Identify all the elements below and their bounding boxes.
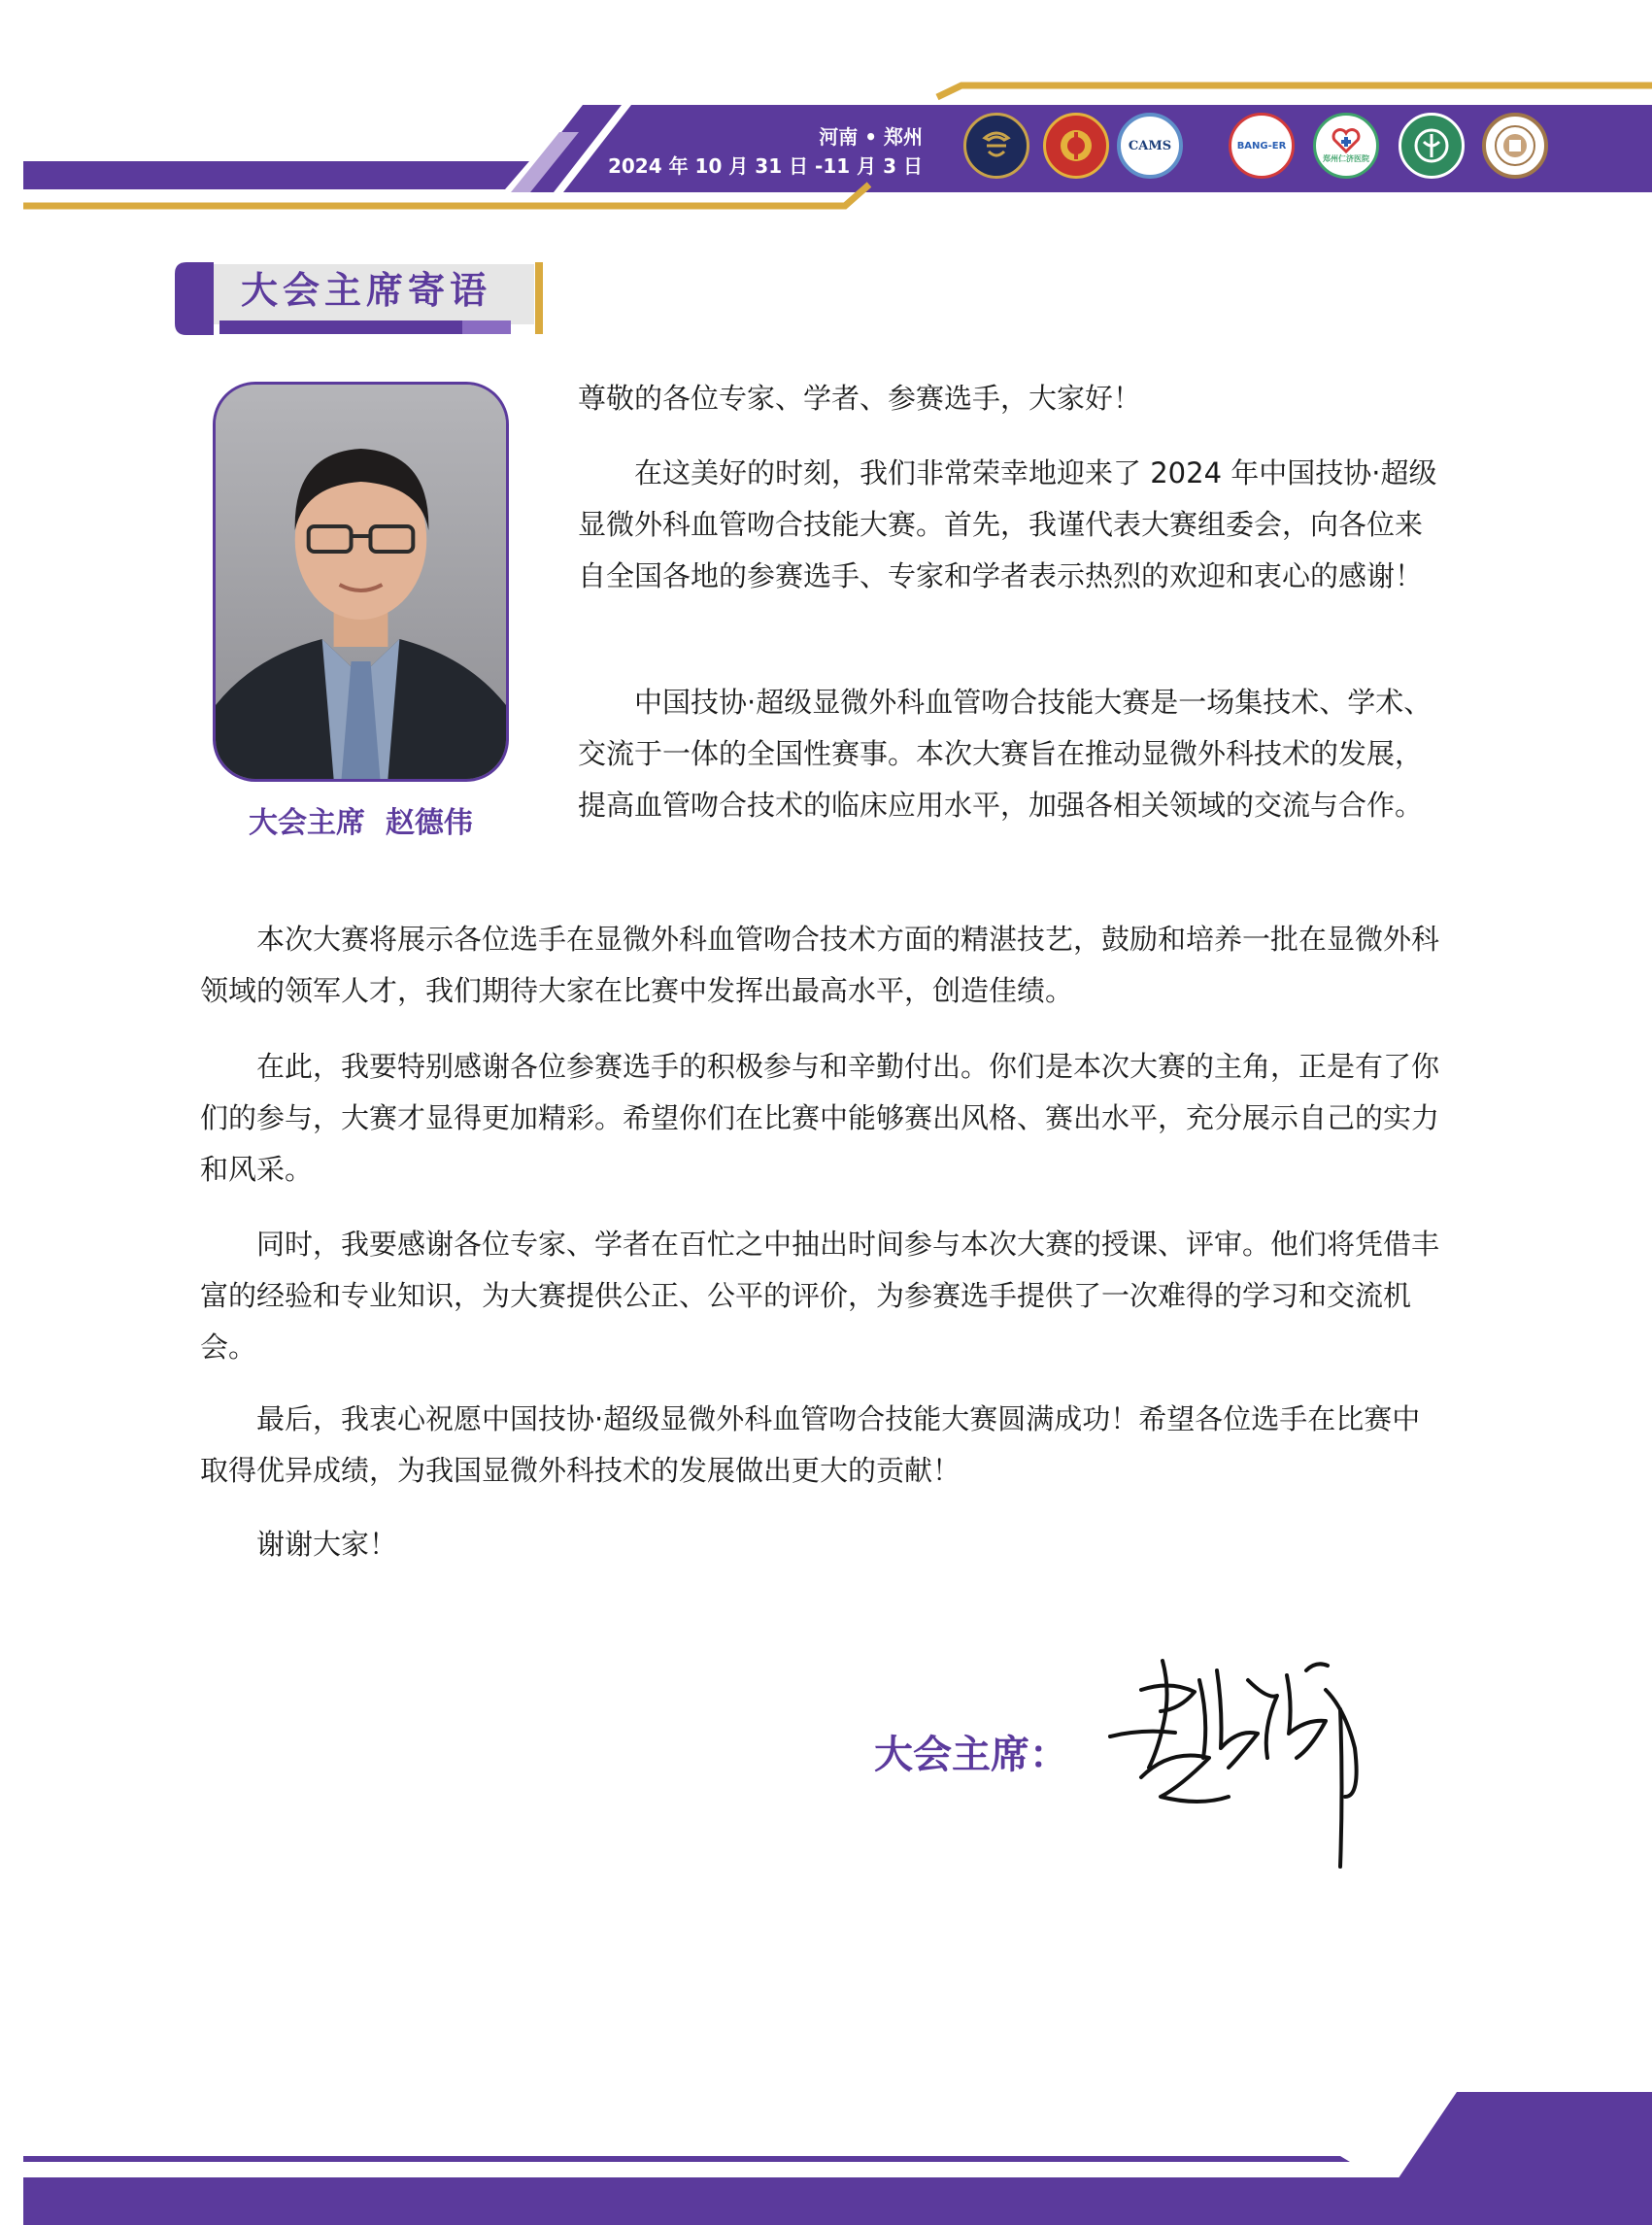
cams-logo-icon [1117, 113, 1183, 179]
letter-paragraph: 同时，我要感谢各位专家、学者在百忙之中抽出时间参与本次大赛的授课、评审。他们将凭借丰富的经验和专业知识，为大赛提供公正、公平的评价，为参赛选手提供了一次难得的学习和交流机会。 [200, 1228, 1440, 1364]
letter-greeting: 尊敬的各位专家、学者、参赛选手，大家好！ [578, 382, 1142, 415]
event-dates: 2024 年 10 月 31 日 -11 月 3 日 [607, 154, 923, 178]
trade-union-logo-icon [1043, 113, 1109, 179]
zhengzhou-renji-hospital-logo-icon [1313, 113, 1379, 179]
bang-er-logo-icon [1229, 113, 1295, 179]
chairman-portrait [213, 382, 509, 782]
cams-logo-text: CAMS [1128, 138, 1172, 153]
letter-paragraph: 最后，我衷心祝愿中国技协·超级显微外科血管吻合技能大赛圆满成功！希望各位选手在比赛中取得优异成绩，为我国显微外科技术的发展做出更大的贡献！ [200, 1402, 1421, 1487]
event-location: 河南 • 郑州 [819, 125, 923, 149]
section-title: 大会主席寄语 [241, 269, 492, 312]
signature-label: 大会主席： [874, 1733, 1068, 1777]
medical-university-logo-icon [1399, 113, 1465, 179]
letter-closing: 谢谢大家！ [256, 1528, 398, 1561]
letter-paragraph: 在此，我要特别感谢各位参赛选手的积极参与和辛勤付出。你们是本次大赛的主角，正是有了你们的参与，大赛才显得更加精彩。希望你们在比赛中能够赛出风格、赛出水平，充分展示自己的实力和风采。 [200, 1050, 1440, 1186]
medical-college-seal-icon [1482, 113, 1548, 179]
header-banner [0, 0, 1652, 233]
letter-paragraph: 中国技协·超级显微外科血管吻合技能大赛是一场集技术、学术、交流于一体的全国性赛事。本次大赛旨在推动显微外科技术的发展，提高血管吻合技术的临床应用水平，加强各相关领域的交流与合作。 [578, 686, 1433, 822]
letter-paragraph: 在这美好的时刻，我们非常荣幸地迎来了 2024 年中国技协·超级显微外科血管吻合技能大赛。首先，我谨代表大赛组委会，向各位来自全国各地的参赛选手、专家和学者表示热烈的欢迎和衷心的感谢！ [578, 456, 1437, 592]
handwritten-signature [1102, 1651, 1394, 1874]
hospital-logo-text: 郑州仁济医院 [1323, 153, 1369, 163]
footer-banner [0, 2078, 1652, 2225]
bang-er-logo-text: BANG-ER [1236, 140, 1287, 152]
chairman-caption: 大会主席 赵德伟 [249, 806, 473, 840]
letter-paragraph: 本次大赛将展示各位选手在显微外科血管吻合技术方面的精湛技艺，鼓励和培养一批在显微外科领域的领军人才，我们期待大家在比赛中发挥出最高水平，创造佳绩。 [200, 923, 1440, 1007]
event-location-dates [544, 122, 923, 181]
chinese-association-logo-icon [963, 113, 1029, 179]
